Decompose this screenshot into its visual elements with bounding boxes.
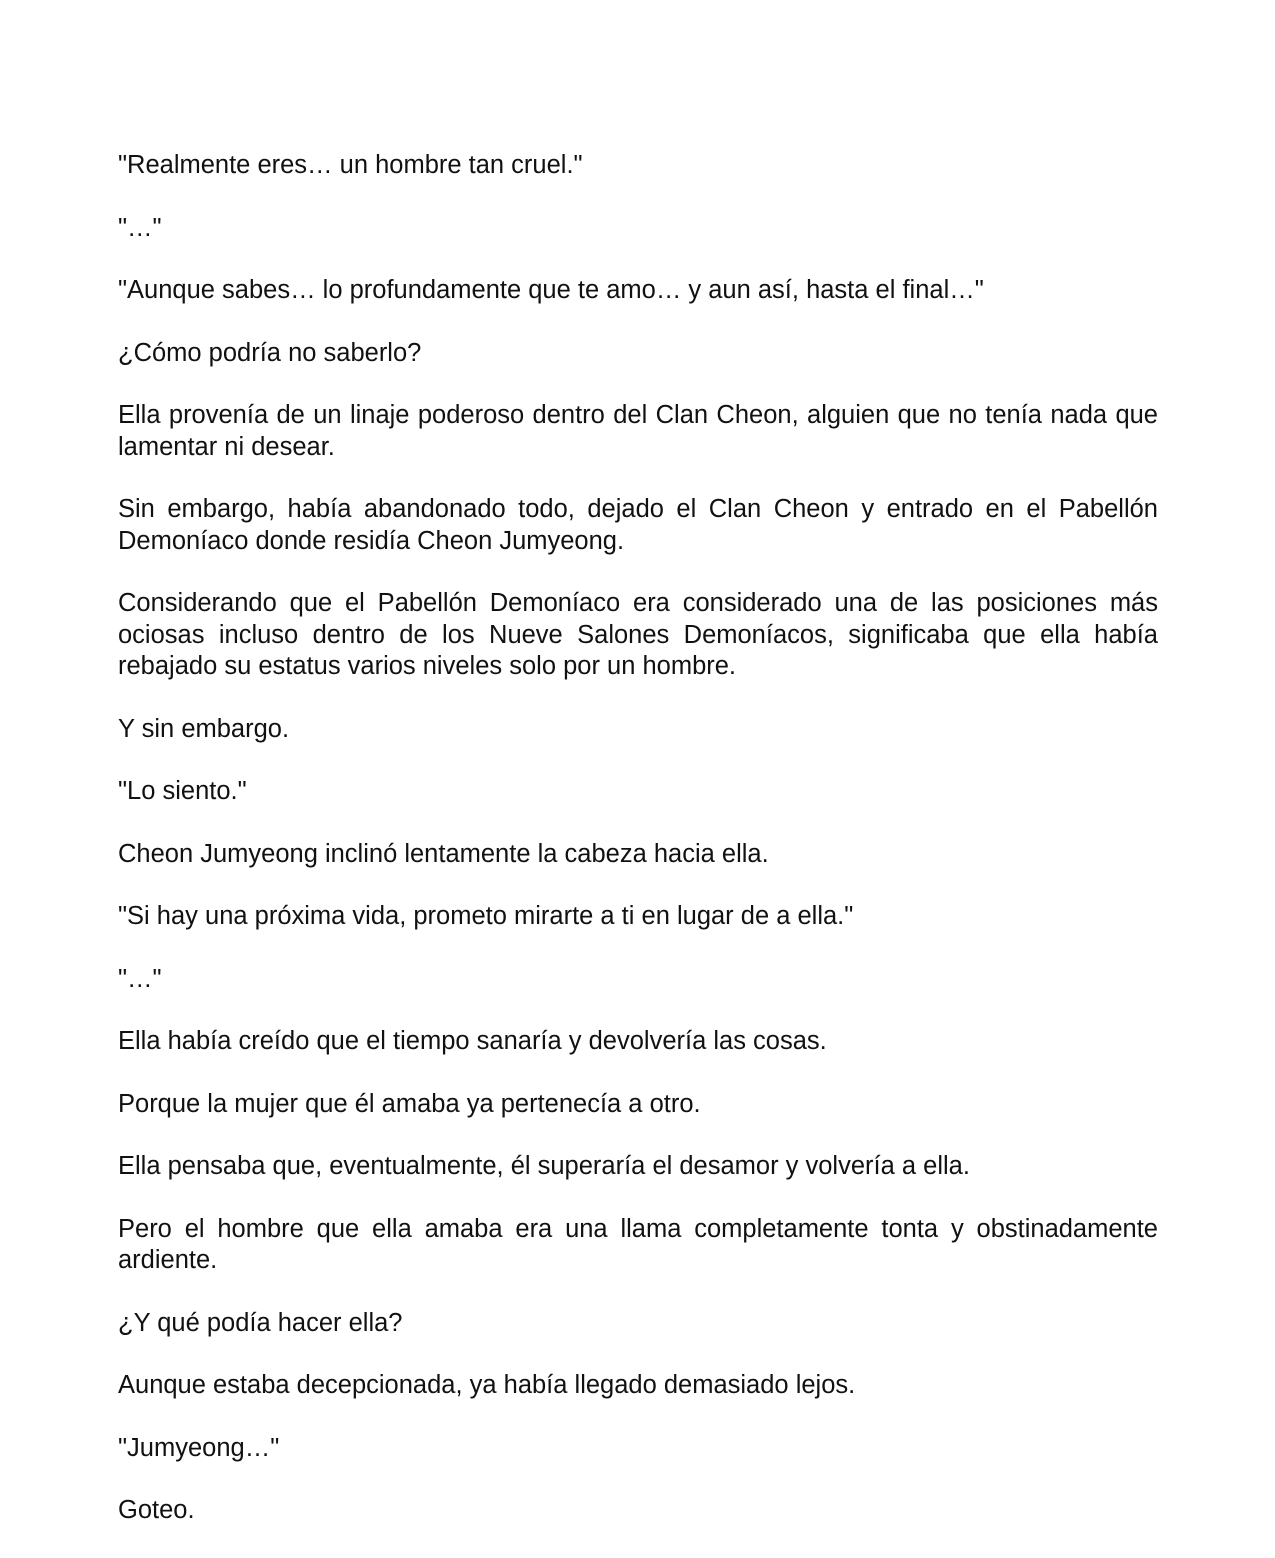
paragraph: Considerando que el Pabellón Demoníaco era considerado una de las posiciones más ociosas incluso dentro de los Nueve Salones Demoníacos, significaba que ella había rebajado su estatus varios niveles solo por un hombre. [118,589,1158,680]
paragraph: Sin embargo, había abandonado todo, dejado el Clan Cheon y entrado en el Pabellón Demoníaco donde residía Cheon Jumyeong. [118,495,1158,555]
paragraph: Cheon Jumyeong inclinó lentamente la cabeza hacia ella. [118,839,769,868]
paragraph: Aunque estaba decepcionada, ya había llegado demasiado lejos. [118,1371,856,1399]
paragraph: "Si hay una próxima vida, prometo mirarte a ti en lugar de a ella." [118,902,854,930]
paragraph: ¿Cómo podría no saberlo? [118,338,422,367]
paragraph: Ella había creído que el tiempo sanaría y devolvería las cosas. [118,1027,827,1055]
paragraph: Y sin embargo. [118,714,290,743]
paragraph: "Jumyeong…" [118,1433,280,1462]
paragraph: "…" [118,213,162,242]
paragraph: Porque la mujer que él amaba ya pertenecía a otro. [118,1089,701,1118]
paragraph: "Aunque sabes… lo profundamente que te amo… y aun así, hasta el final…" [118,276,984,304]
paragraph: Ella pensaba que, eventualmente, él superaría el desamor y volvería a ella. [118,1152,970,1180]
paragraph: "Lo siento." [118,777,247,805]
paragraph: "…" [118,964,162,993]
paragraph: Ella provenía de un linaje poderoso dentro del Clan Cheon, alguien que no tenía nada que lamentar ni desear. [118,401,1158,461]
paragraph: Goteo. [118,1496,195,1524]
paragraph: "Realmente eres… un hombre tan cruel." [118,151,583,179]
paragraph: Pero el hombre que ella amaba era una llama completamente tonta y obstinadamente ardiente. [118,1214,1158,1274]
body-text [118,150,1158,1558]
paragraph: ¿Y qué podía hacer ella? [118,1308,403,1337]
